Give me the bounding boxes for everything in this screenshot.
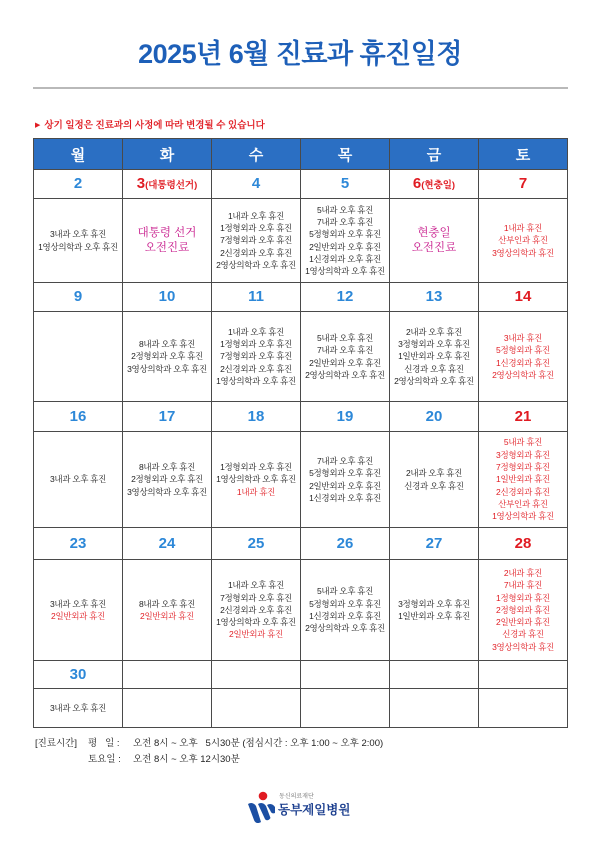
weekday-header: 토	[479, 139, 568, 170]
empty-schedule-cell	[301, 689, 390, 728]
schedule-cell	[479, 560, 568, 661]
date-row	[34, 283, 568, 312]
closure-entry: 1영상의학과 오후 휴진	[305, 266, 385, 277]
date-cell	[34, 283, 123, 312]
closure-entry: 3영상의학과 휴진	[492, 641, 554, 652]
schedule-row	[34, 689, 568, 728]
hours-time: 오전 8시 ~ 오후 12시30분	[133, 754, 240, 765]
date-cell	[479, 528, 568, 560]
date-cell	[390, 402, 479, 432]
date-cell	[123, 528, 212, 560]
closure-entry: 1영상의학과 오후 휴진	[216, 474, 296, 485]
schedule-cell	[212, 312, 301, 402]
closure-entry: 2일반외과 오후 휴진	[309, 241, 381, 252]
closure-entry: 1정형외과 오후 휴진	[220, 223, 292, 234]
closure-entry: 신경과 휴진	[502, 629, 544, 640]
closure-entry: 1일반외과 오후 휴진	[398, 351, 470, 362]
date-number: 23	[69, 534, 87, 552]
closure-entry: 1일반외과 휴진	[496, 474, 550, 485]
closure-entry: 1일반외과 오후 휴진	[398, 611, 470, 621]
date-number: 27	[425, 534, 443, 552]
closure-entry: 1정형외과 오후 휴진	[220, 462, 292, 473]
date-cell	[34, 661, 123, 689]
date-cell	[390, 528, 479, 560]
schedule-row	[34, 312, 568, 402]
empty-date-cell	[123, 661, 212, 689]
date-number: 17	[158, 407, 176, 425]
closure-entry: 7내과 오후 휴진	[316, 216, 374, 227]
schedule-cell	[301, 432, 390, 528]
foundation-name: 동신의료재단	[279, 794, 314, 800]
closure-entry: 2일반외과 휴진	[229, 629, 283, 640]
date-number: 30	[69, 665, 87, 683]
empty-date-cell	[390, 661, 479, 689]
closure-entry: 2신경외과 오후 휴진	[220, 247, 292, 258]
date-cell	[301, 170, 390, 199]
hours-day: 토요일 :	[88, 754, 121, 765]
closure-entry: 2일반외과 휴진	[496, 617, 550, 628]
weekday-header: 금	[390, 139, 479, 170]
date-number: 21	[514, 407, 532, 425]
closure-entry: 2정형외과 오후 휴진	[131, 351, 203, 362]
closure-entry: 3내과 오후 휴진	[49, 702, 107, 713]
date-cell	[390, 170, 479, 199]
closure-entry: 8내과 오후 휴진	[138, 598, 196, 609]
closure-entry: 1영상의학과 휴진	[492, 511, 554, 522]
hours-label: [진료시간]	[35, 738, 77, 749]
hours-label-spacer	[35, 752, 88, 768]
closure-entry: 3영상의학과 오후 휴진	[127, 363, 207, 374]
closure-entry: 오전진료	[411, 241, 457, 254]
closure-entry: 2내과 오후 휴진	[405, 326, 463, 337]
schedule-cell	[123, 199, 212, 283]
closure-entry: 3영상의학과 휴진	[492, 247, 554, 258]
closure-entry: 3정형외과 휴진	[496, 449, 550, 460]
date-cell	[479, 170, 568, 199]
closure-entry: 7정형외과 오후 휴진	[220, 235, 292, 246]
closure-entry: 3영상의학과 오후 휴진	[127, 486, 207, 497]
notice	[35, 119, 265, 133]
date-number: 5	[340, 175, 350, 192]
date-cell	[301, 402, 390, 432]
date-row	[34, 402, 568, 432]
schedule-cell	[301, 199, 390, 283]
hours-time: 오전 8시 ~ 오후 5시30분 (점심시간 : 오후 1:00 ~ 오후 2:00)	[133, 738, 384, 749]
closure-entry: 2신경외과 휴진	[496, 486, 550, 497]
closure-entry: 7정형외과 휴진	[496, 462, 550, 473]
schedule-cell	[34, 312, 123, 402]
schedule-cell	[123, 312, 212, 402]
schedule-row	[34, 560, 568, 661]
schedule-cell	[34, 432, 123, 528]
schedule-cell	[34, 560, 123, 661]
weekday-header-row	[34, 139, 568, 170]
closure-calendar	[33, 138, 568, 728]
date-cell	[212, 402, 301, 432]
date-number: 3	[136, 175, 146, 192]
hospital-logo-icon	[248, 791, 276, 824]
closure-entry: 8내과 오후 휴진	[138, 462, 196, 473]
closure-entry: 1신경외과 오후 휴진	[309, 492, 381, 503]
closure-entry: 2신경외과 오후 휴진	[220, 363, 292, 374]
date-number: 16	[69, 407, 87, 425]
closure-entry: 3내과 휴진	[503, 332, 543, 343]
hours-row-saturday	[35, 752, 383, 768]
closure-entry: 1영상의학과 오후 휴진	[216, 617, 296, 628]
closure-entry: 7내과 휴진	[503, 580, 543, 591]
notice-text: 상기 일정은 진료과의 사정에 따라 변경될 수 있습니다	[44, 120, 265, 131]
date-row	[34, 528, 568, 560]
date-cell	[212, 528, 301, 560]
date-number: 28	[514, 534, 532, 552]
closure-entry: 7내과 오후 휴진	[316, 455, 374, 466]
closure-entry: 2정형외과 휴진	[496, 604, 550, 615]
schedule-row	[34, 199, 568, 283]
date-cell	[479, 402, 568, 432]
closure-entry: 2내과 오후 휴진	[405, 468, 463, 479]
closure-entry: 1신경외과 오후 휴진	[309, 611, 381, 621]
empty-schedule-cell	[390, 689, 479, 728]
date-number: 24	[158, 534, 176, 552]
schedule-cell	[390, 312, 479, 402]
date-cell	[212, 170, 301, 199]
closure-entry: 1정형외과 휴진	[496, 592, 550, 603]
schedule-cell	[301, 560, 390, 661]
weekday-header: 수	[212, 139, 301, 170]
closure-entry: 2내과 휴진	[503, 567, 543, 578]
closure-entry: 1내과 오후 휴진	[227, 210, 285, 221]
closure-entry: 1내과 오후 휴진	[227, 326, 285, 337]
schedule-cell	[301, 312, 390, 402]
closure-entry: 3내과 오후 휴진	[49, 598, 107, 609]
schedule-cell	[123, 432, 212, 528]
closure-entry: 신경과 오후 휴진	[404, 480, 464, 491]
weekday-header: 화	[123, 139, 212, 170]
closure-entry: 2정형외과 오후 휴진	[131, 474, 203, 485]
date-number: 7	[518, 175, 528, 192]
closure-entry: 2영상의학과 오후 휴진	[216, 259, 296, 270]
closure-entry: 5정형외과 휴진	[496, 345, 550, 356]
date-row	[34, 170, 568, 199]
schedule-cell	[123, 560, 212, 661]
hours-day: 평 일 :	[88, 738, 120, 749]
date-cell	[34, 170, 123, 199]
date-number: 25	[247, 534, 265, 552]
closure-entry: 1영상의학과 오후 휴진	[38, 241, 118, 252]
closure-entry: 2일반외과 휴진	[51, 611, 105, 621]
date-cell	[390, 283, 479, 312]
hours-row-weekday	[35, 736, 383, 752]
empty-schedule-cell	[212, 689, 301, 728]
empty-schedule-cell	[479, 689, 568, 728]
clinic-hours	[35, 736, 383, 768]
closure-entry: 2영상의학과 휴진	[492, 369, 554, 380]
closure-entry: 2일반외과 휴진	[140, 611, 194, 621]
empty-date-cell	[212, 661, 301, 689]
empty-date-cell	[301, 661, 390, 689]
holiday-name: (대통령선거)	[145, 180, 198, 191]
closure-entry: 3내과 오후 휴진	[49, 474, 107, 485]
closure-entry: 신경과 오후 휴진	[404, 363, 464, 374]
closure-entry: 2영상의학과 오후 휴진	[305, 623, 385, 634]
closure-entry: 대통령 선거	[137, 226, 197, 239]
closure-entry: 1내과 휴진	[503, 223, 543, 234]
schedule-cell	[212, 432, 301, 528]
date-cell	[301, 283, 390, 312]
closure-entry: 5내과 오후 휴진	[316, 332, 374, 343]
closure-entry: 5정형외과 오후 휴진	[309, 598, 381, 609]
date-number: 13	[425, 288, 443, 305]
schedule-cell	[390, 432, 479, 528]
closure-entry: 5내과 휴진	[503, 437, 543, 448]
date-number: 10	[158, 288, 176, 305]
closure-entry: 7정형외과 오후 휴진	[220, 592, 292, 603]
schedule-cell	[34, 199, 123, 283]
closure-entry: 2일반외과 오후 휴진	[309, 480, 381, 491]
closure-entry: 2영상의학과 오후 휴진	[394, 375, 474, 386]
schedule-cell	[212, 199, 301, 283]
empty-date-cell	[479, 661, 568, 689]
date-cell	[123, 170, 212, 199]
date-cell	[34, 528, 123, 560]
date-number: 9	[73, 288, 83, 305]
closure-entry: 1신경외과 오후 휴진	[309, 253, 381, 264]
date-number: 6	[412, 175, 422, 192]
closure-entry: 1내과 휴진	[236, 486, 276, 497]
date-number: 19	[336, 407, 354, 425]
closure-entry: 산부인과 휴진	[498, 498, 548, 509]
closure-entry: 1정형외과 오후 휴진	[220, 339, 292, 350]
date-cell	[212, 283, 301, 312]
title-divider	[33, 87, 568, 89]
closure-entry: 5정형외과 오후 휴진	[309, 229, 381, 240]
schedule-cell	[212, 560, 301, 661]
hospital-logo	[248, 791, 360, 825]
closure-entry: 3내과 오후 휴진	[49, 229, 107, 240]
date-cell	[479, 283, 568, 312]
schedule-row	[34, 432, 568, 528]
closure-entry: 8내과 오후 휴진	[138, 339, 196, 350]
closure-entry: 산부인과 휴진	[498, 235, 548, 246]
date-cell	[301, 528, 390, 560]
schedule-cell	[479, 432, 568, 528]
closure-entry: 2일반외과 오후 휴진	[309, 357, 381, 368]
closure-entry: 5내과 오후 휴진	[316, 586, 374, 597]
closure-entry: 5내과 오후 휴진	[316, 204, 374, 215]
calendar-body	[34, 170, 568, 728]
closure-entry: 3정형외과 오후 휴진	[398, 598, 470, 609]
schedule-cell	[34, 689, 123, 728]
hospital-name: 동부제일병원	[278, 803, 351, 817]
date-row	[34, 661, 568, 689]
date-number: 11	[248, 288, 264, 305]
schedule-cell	[479, 312, 568, 402]
date-cell	[123, 402, 212, 432]
empty-schedule-cell	[123, 689, 212, 728]
date-number: 2	[73, 175, 83, 192]
closure-entry: 3정형외과 오후 휴진	[398, 339, 470, 350]
date-number: 18	[247, 407, 265, 425]
page-title: 2025년 6월 진료과 휴진일정	[138, 39, 462, 69]
closure-entry: 오전진료	[144, 241, 190, 254]
closure-entry: 2신경외과 오후 휴진	[220, 604, 292, 615]
closure-entry: 1영상의학과 오후 휴진	[216, 375, 296, 386]
date-cell	[123, 283, 212, 312]
closure-entry: 5정형외과 오후 휴진	[309, 468, 381, 479]
date-number: 12	[336, 288, 354, 305]
weekday-header: 목	[301, 139, 390, 170]
date-cell	[34, 402, 123, 432]
date-number: 26	[336, 534, 354, 552]
schedule-cell	[390, 560, 479, 661]
closure-entry: 7정형외과 오후 휴진	[220, 351, 292, 362]
weekday-header: 월	[34, 139, 123, 170]
date-number: 4	[251, 175, 261, 192]
closure-entry: 현충일	[417, 226, 451, 239]
closure-entry: 7내과 오후 휴진	[316, 345, 374, 356]
date-number: 14	[514, 288, 532, 305]
holiday-name: (현충일)	[421, 180, 456, 191]
schedule-cell	[479, 199, 568, 283]
notice-arrow-icon: ▶	[35, 122, 41, 129]
date-number: 20	[425, 407, 443, 425]
closure-entry: 2영상의학과 오후 휴진	[305, 369, 385, 380]
schedule-cell	[390, 199, 479, 283]
closure-entry: 1내과 오후 휴진	[227, 580, 285, 591]
closure-entry: 1신경외과 휴진	[496, 357, 550, 368]
